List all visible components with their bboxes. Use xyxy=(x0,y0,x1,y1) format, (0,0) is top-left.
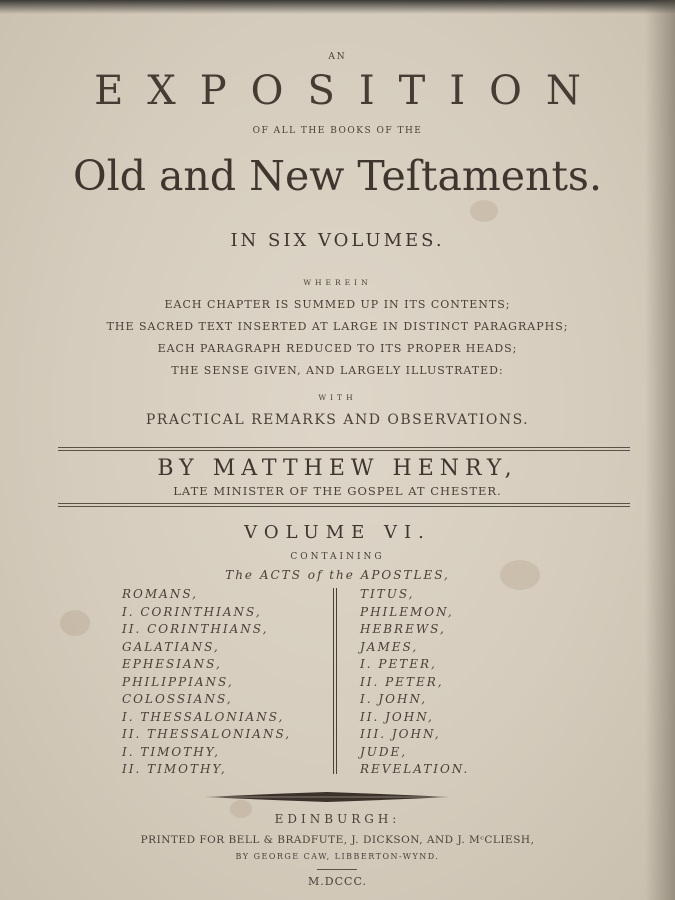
book-item: II. PETER, xyxy=(360,674,444,689)
acts-line: The ACTS of the APOSTLES, xyxy=(225,568,450,582)
book-item: II. CORINTHIANS, xyxy=(122,622,269,636)
book-item: I. TIMOTHY, xyxy=(122,744,220,759)
book-item: REVELATION. xyxy=(360,762,470,776)
column-divider xyxy=(333,588,337,774)
book-item: COLOSSIANS, xyxy=(122,692,233,706)
title-testaments: Old and New Teſtaments. xyxy=(72,152,603,200)
book-item: GALATIANS, xyxy=(122,639,220,654)
date-rule xyxy=(317,869,357,870)
practical-remarks: PRACTICAL REMARKS AND OBSERVATIONS. xyxy=(145,412,530,428)
book-item: TITUS, xyxy=(360,587,415,601)
title-article: AN xyxy=(328,52,347,62)
ornamental-rule xyxy=(205,790,450,804)
book-item: EPHESIANS, xyxy=(122,657,222,671)
with-label: WITH xyxy=(318,393,357,402)
book-item: II. JOHN, xyxy=(360,709,434,724)
book-item: I. PETER, xyxy=(360,657,437,671)
book-item: III. JOHN, xyxy=(360,727,441,741)
foxing-spot xyxy=(60,610,90,636)
imprint-city: EDINBURGH: xyxy=(274,812,401,826)
book-item: JUDE, xyxy=(360,744,408,759)
description-line: THE SACRED TEXT INSERTED AT LARGE IN DISTINCT PARAGRAPHS; xyxy=(106,320,569,333)
books-list-right xyxy=(360,586,469,779)
double-rule-top xyxy=(58,447,630,451)
book-item: I. CORINTHIANS, xyxy=(122,604,262,619)
wherein-label: WHEREIN xyxy=(303,278,372,287)
title-main: EXPOSITION xyxy=(94,68,605,114)
book-item: ROMANS, xyxy=(122,587,198,601)
containing-label: CONTAINING xyxy=(290,552,385,562)
imprint-printed-for: PRINTED FOR BELL & BRADFUTE, J. DICKSON, AND J. MᶜCLIESH, xyxy=(140,834,535,846)
book-item: PHILEMON, xyxy=(360,604,454,619)
book-item: PHILIPPIANS, xyxy=(122,674,234,689)
foxing-spot xyxy=(470,200,498,222)
author-position: LATE MINISTER OF THE GOSPEL AT CHESTER. xyxy=(173,484,502,498)
book-item: HEBREWS, xyxy=(360,622,446,636)
book-item: I. JOHN, xyxy=(360,692,428,706)
description-line: EACH CHAPTER IS SUMMED UP IN ITS CONTENTS; xyxy=(164,298,511,311)
book-item: I. THESSALONIANS, xyxy=(122,709,285,724)
volume-label: VOLUME VI. xyxy=(244,522,431,543)
book-item: JAMES, xyxy=(360,639,419,654)
book-item: II. THESSALONIANS, xyxy=(122,727,292,741)
imprint-printer: BY GEORGE CAW, LIBBERTON-WYND. xyxy=(235,852,440,861)
books-list-left xyxy=(122,586,291,779)
double-rule-bottom xyxy=(58,503,630,507)
author-line: BY MATTHEW HENRY, xyxy=(157,456,518,481)
description-line: THE SENSE GIVEN, AND LARGELY ILLUSTRATED: xyxy=(171,364,504,377)
description-line: EACH PARAGRAPH REDUCED TO ITS PROPER HEADS; xyxy=(157,342,518,355)
title-of-all: OF ALL THE BOOKS OF THE xyxy=(252,126,423,136)
imprint-year: M.DCCC. xyxy=(308,875,367,888)
book-item: II. TIMOTHY, xyxy=(122,762,227,776)
volumes-line: IN SIX VOLUMES. xyxy=(230,230,445,251)
